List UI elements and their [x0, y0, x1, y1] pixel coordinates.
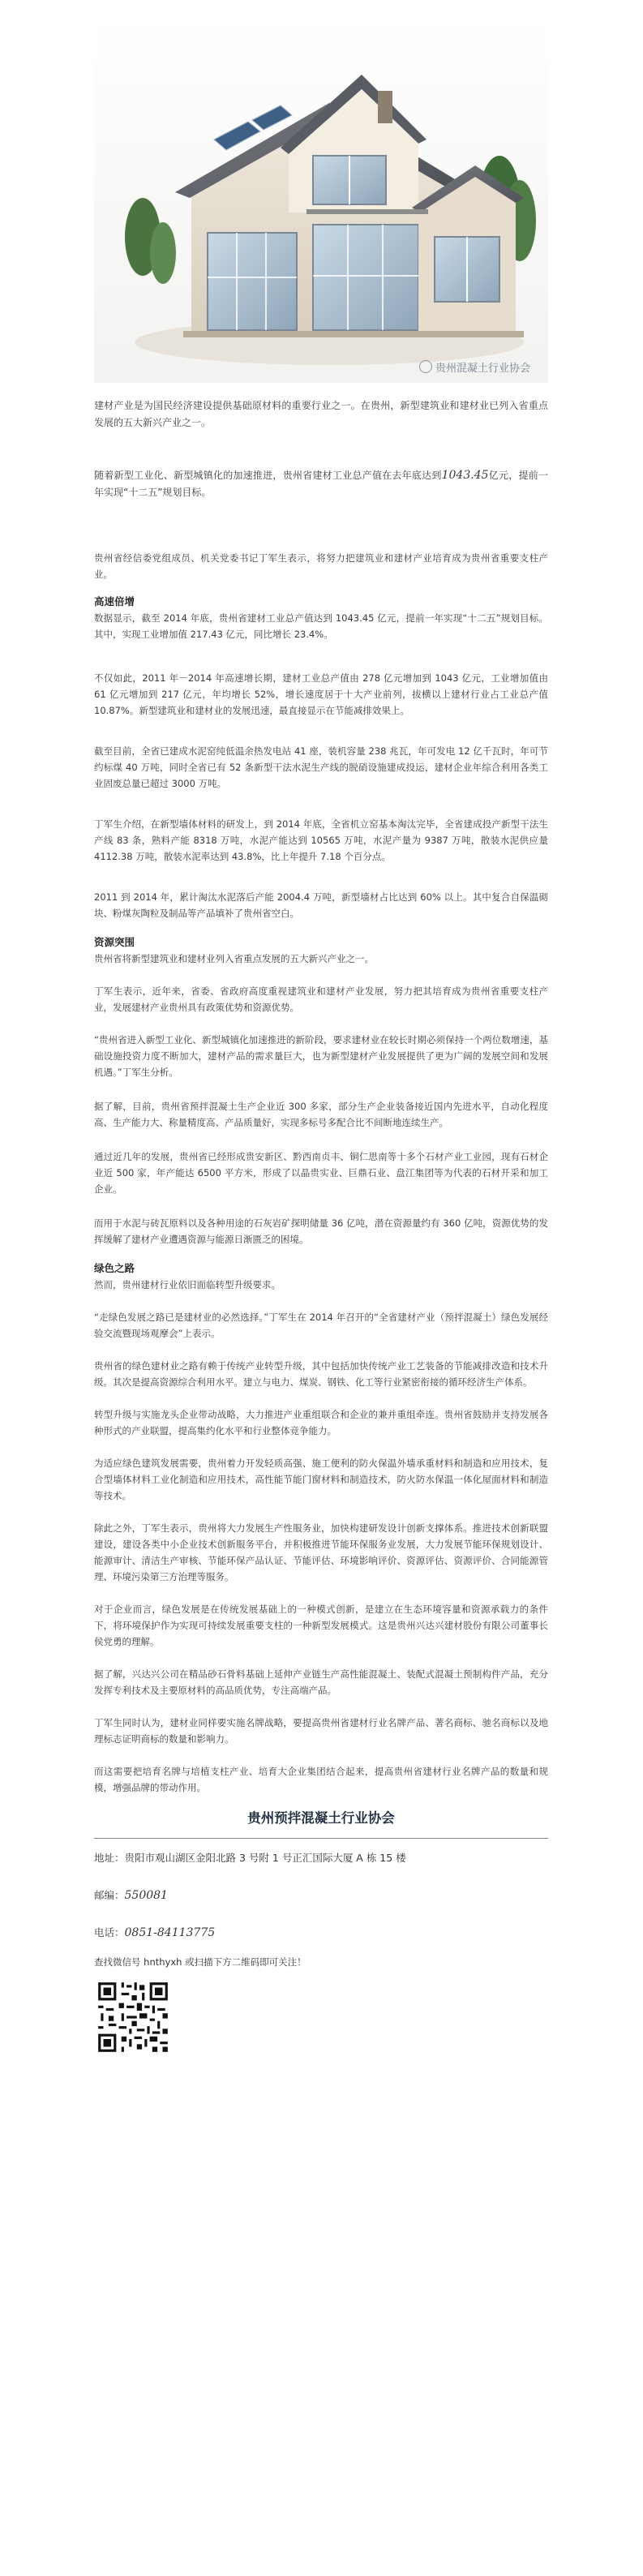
postcode-label: 邮编： [94, 1889, 125, 1901]
footer-address [94, 1850, 548, 1866]
section3-paragraph-9: 丁军生同时认为，建材业同样要实施名牌战略，要提高贵州省建材行业名牌产品、著名商标、驰名商标以及地理标志证明商标的数量和影响力。 [94, 1717, 548, 1745]
intro-paragraph-3: 贵州省经信委党组成员、机关党委书记丁军生表示，将努力把建筑业和建材产业培育成为贵州省重要支柱产业。 [94, 552, 548, 580]
intro-paragraph-2-number: 1043.45 [441, 469, 489, 482]
section3-paragraph-3: 贵州省的绿色建材业之路有赖于传统产业转型升级，其中包括加快传统产业工艺装备的节能减排改造和技术升级。其次是提高资源综合利用水平。建立与电力、煤炭、钢铁、化工等行业紧密衔接的循环经济生产体系。 [94, 1360, 548, 1388]
section3-paragraph-8: 据了解，兴达兴公司在精品砂石骨料基础上延伸产业链生产高性能混凝土、装配式混凝土预制构件产品，充分发挥专利技术及主要原材料的高品质优势，专注高端产品。 [94, 1668, 548, 1696]
section3-paragraph-4: 转型升级与实施龙头企业带动战略，大力推进产业重组联合和企业的兼并重组牵连。贵州省鼓励并支持发展各种形式的产业联盟，提高集约化水平和行业整体竞争能力。 [94, 1409, 548, 1436]
intro-paragraph-2-text-a: 随着新型工业化、新型城镇化的加速推进，贵州省建材工业总产值在去年底达到 [94, 470, 442, 481]
section3-paragraph-6: 除此之外，丁军生表示，贵州将大力发展生产性服务业，加快构建研发设计创新支撑体系。推进技术创新联盟建设，建设各类中小企业技术创新服务平台，并积极推进节能环保服务业发展，大力发展节能环保规划设计、能源审计、清洁生产审核、节能环保产品认证、节能评估、环境影响评价、资源评估、资源评价、合同能源管理、环境污染第三方治理等服务。 [94, 1522, 548, 1582]
intro-paragraph-2 [94, 467, 548, 501]
wechat-qr-code[interactable] [96, 1980, 170, 2054]
postcode-value: 550081 [124, 1889, 168, 1902]
section2-paragraph-3: “贵州省进入新型工业化、新型城镇化加速推进的新阶段，要求建材业在较长时期必须保持一个两位数增速，基础设施投资力度不断加大，建材产品的需求量巨大，也为新型建材产业发展提供了更为广阔的发展空间和发展机遇。”丁军生分析。 [94, 1034, 548, 1078]
hero-watermark [419, 359, 530, 375]
section2-paragraph-5: 通过近几年的发展，贵州省已经形成贵安新区、黔西南贞丰、铜仁思南等十多个石材产业工业园，现有石材企业近 500 家，年产能达 6500 平方米，形成了以晶贵实业、巨鼎石业、盘江集团等为代表的石材开采和加工企业。 [94, 1151, 548, 1195]
house-illustration [94, 18, 548, 383]
hero-image [94, 18, 548, 383]
section3-paragraph-10: 而这需要把培育名牌与培植支柱产业、培育大企业集团结合起来，提高贵州省建材行业名牌产品的数量和规模，增强品牌的带动作用。 [94, 1766, 548, 1793]
section-heading-2: 资源突围 [94, 936, 135, 948]
section2-paragraph-6: 而用于水泥与砖瓦原料以及各种用途的石灰岩矿探明储量 36 亿吨，潜在资源量约有 360 亿吨，资源优势的发挥缓解了建材产业遭遇资源与能源日渐匮乏的困境。 [94, 1217, 548, 1245]
section1-paragraph-2: 不仅如此，2011 年－2014 年高速增长期，建材工业总产值由 278 亿元增加到 1043 亿元，工业增加值由 61 亿元增加到 217 亿元，年均增长 52%，增长速度居于十大产业前列，拔横以上建材行业占工业总产值 10.87%。新型建筑业和建材业的发展迅速，最直接显示在节能减排效果上。 [94, 672, 548, 716]
section1-paragraph-5: 2011 到 2014 年，累计淘汰水泥落后产能 2004.4 万吨，新型墙材占比达到 60% 以上。其中复合自保温砌块、粉煤灰陶粒及制品等产品填补了贵州省空白。 [94, 891, 548, 919]
phone-value: 0851-84113775 [124, 1926, 216, 1939]
section-heading-3: 绿色之路 [94, 1262, 135, 1274]
phone-label: 电话： [94, 1926, 125, 1938]
footer-phone [94, 1925, 548, 1941]
address-value: 贵阳市观山湖区金阳北路 3 号附 1 号正汇国际大厦 A 栋 15 楼 [124, 1852, 406, 1864]
footer-postcode [94, 1887, 548, 1904]
hero-watermark-text: 贵州混凝土行业协会 [435, 363, 530, 375]
footer-org-name: 贵州预拌混凝土行业协会 [247, 1810, 395, 1826]
section2-paragraph-1: 贵州省将新型建筑业和建材业列入省重点发展的五大新兴产业之一。 [94, 953, 374, 964]
footer-follow-text: 查找微信号 hnthyxh 或扫描下方二维码即可关注！ [94, 1956, 306, 1968]
intro-paragraph-1: 建材产业是为国民经济建设提供基础原材料的重要行业之一。在贵州，新型建筑业和建材业已列入省重点发展的五大新兴产业之一。 [94, 400, 548, 428]
section2-paragraph-4: 据了解，目前，贵州省预拌混凝土生产企业近 300 多家，部分生产企业装备接近国内先进水平，自动化程度高、生产能力大、称量精度高、产品质量好，实现多标号多配合比不间断地连续生产。 [94, 1101, 548, 1128]
section1-paragraph-4: 丁军生介绍，在新型墙体材料的研发上，到 2014 年底，全省机立窑基本淘汰完毕，全省建成投产新型干法生产线 83 条，熟料产能 8318 万吨，水泥产能达到 10565 万吨，水泥产量为 9387 万吨，散装水泥供应量 4112.38 万吨，散装水泥率达到 43.8%，比上年提升 7.18 个百分点。 [94, 818, 548, 862]
section3-paragraph-2: “走绿色发展之路已是建材业的必然选择。”丁军生在 2014 年召开的“全省建材产业（预拌混凝土）绿色发展经验交流暨现场观摩会”上表示。 [94, 1312, 548, 1339]
association-logo-icon [419, 360, 432, 373]
section1-paragraph-3: 截至目前，全省已建成水泥窑纯低温余热发电站 41 座，装机容量 238 兆瓦，年可发电 12 亿千瓦时，年可节约标煤 40 万吨，同时全省已有 52 条新型干法水泥生产线的脱硝设施建成投运，建材企业年综合利用各类工业固废总量已超过 3000 万吨。 [94, 745, 548, 789]
section3-paragraph-5: 为适应绿色建筑发展需要，贵州着力开发轻质高强、施工便利的防火保温外墙承重材料和制造和应用技术，复合型墙体材料工业化制造和应用技术，高性能节能门窗材料和制造技术，防火防水保温一体化屋面材料和制造等技术。 [94, 1458, 548, 1501]
section-heading-1: 高速倍增 [94, 595, 135, 608]
section3-paragraph-7: 对于企业而言，绿色发展是在传统发展基础上的一种模式创新，是建立在生态环境容量和资源承载力的条件下，将环境保护作为实现可持续发展重要支柱的一种新型发展模式。这是贵州兴达兴建材股份有限公司董事长侯党勇的理解。 [94, 1604, 548, 1647]
article-page [94, 0, 548, 2054]
section1-paragraph-1: 数据显示，截至 2014 年底，贵州省建材工业总产值达到 1043.45 亿元，提前一年实现“十二五”规划目标。其中，实现工业增加值 217.43 亿元，同比增长 23.4%。 [94, 612, 548, 640]
address-label: 地址： [94, 1852, 125, 1864]
section2-paragraph-2: 丁军生表示，近年来，省委、省政府高度重视建筑业和建材产业发展，努力把其培育成为贵州省重要支柱产业，发展建材产业贵州具有政策优势和资源优势。 [94, 985, 548, 1013]
section3-paragraph-1: 然而，贵州建材行业依旧面临转型升级要求。 [94, 1279, 281, 1290]
intro-paragraph-2-text-b: 亿元，提前一年实现“十二五”规划目标。 [94, 470, 548, 498]
